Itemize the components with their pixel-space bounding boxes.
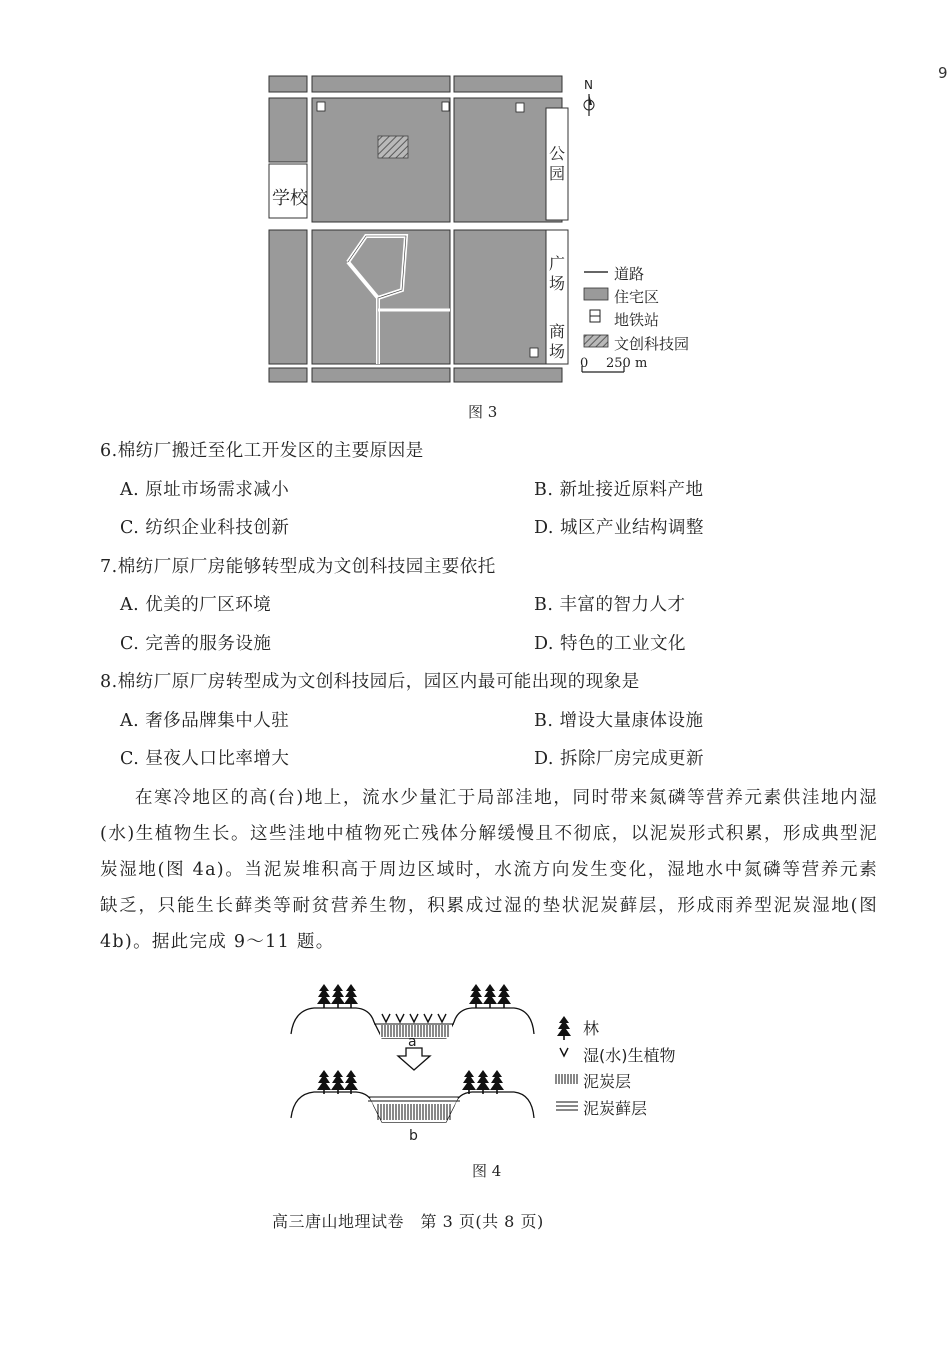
- legend-residential: 住宅区: [614, 288, 660, 306]
- figure-4-caption: 图 4: [472, 1162, 502, 1180]
- legend-forest: 林: [583, 1019, 600, 1038]
- question-7-option-b: B. 丰富的智力人才: [534, 595, 686, 615]
- question-8-option-a: A. 奢侈品牌集中人驻: [120, 711, 290, 731]
- question-6-option-b: B. 新址接近原料产地: [534, 480, 704, 500]
- question-6-option-a: A. 原址市场需求减小: [120, 480, 290, 500]
- question-8-stem: 8.棉纺厂原厂房转型成为文创科技园后，园区内最可能出现的现象是: [100, 672, 640, 692]
- question-7-stem: 7.棉纺厂原厂房能够转型成为文创科技园主要依托: [100, 557, 496, 577]
- question-7-option-d: D. 特色的工业文化: [534, 634, 687, 654]
- scale-distance: 250 m: [606, 356, 648, 371]
- north-label: N: [584, 78, 593, 92]
- school-label: 学校: [272, 188, 308, 209]
- residential-block: [269, 230, 307, 364]
- legend-peat: 泥炭层: [583, 1072, 632, 1091]
- legend-road: 道路: [614, 265, 645, 283]
- figure-3-caption: 图 3: [468, 403, 498, 421]
- question-8-option-b: B. 增设大量康体设施: [534, 711, 704, 731]
- legend-wet-plant: 湿(水)生植物: [583, 1046, 676, 1065]
- question-8-option-d: D. 拆除厂房完成更新: [534, 749, 705, 769]
- mall-label: 商场: [549, 322, 566, 361]
- question-6-option-c: C. 纺织企业科技创新: [120, 518, 290, 538]
- figure-4a-label: a: [408, 1034, 417, 1050]
- scale-zero: 0: [580, 356, 589, 371]
- question-6-stem: 6.棉纺厂搬迁至化工开发区的主要原因是: [100, 441, 424, 461]
- legend-creative-park: 文创科技园: [614, 335, 690, 353]
- residential-block: [269, 98, 307, 162]
- question-7-option-c: C. 完善的服务设施: [120, 634, 272, 654]
- legend-peat-moss: 泥炭藓层: [583, 1099, 648, 1118]
- creative-park-block: [378, 136, 408, 158]
- question-7-option-a: A. 优美的厂区环境: [120, 595, 272, 615]
- page-marker: 9: [938, 64, 948, 82]
- page-footer: 高三唐山地理试卷 第 3 页(共 8 页): [272, 1212, 544, 1231]
- legend-metro: 地铁站: [614, 311, 660, 329]
- figure-4b-label: b: [409, 1128, 418, 1144]
- park-label: 公园: [549, 144, 566, 183]
- residential-block: [312, 98, 450, 222]
- square-label: 广场: [549, 254, 566, 293]
- question-6-option-d: D. 城区产业结构调整: [534, 518, 705, 538]
- question-8-option-c: C. 昼夜人口比率增大: [120, 749, 290, 769]
- passage-paragraph: 在寒冷地区的高(台)地上，流水少量汇于局部洼地，同时带来氮磷等营养元素供洼地内湿(水)生植物生长。这些洼地中植物死亡残体分解缓慢且不彻底，以泥炭形式积累，形成典型泥炭湿地(图 4a)。当泥炭堆积高于周边区域时，水流方向发生变化，湿地水中氮磷等营养元素缺乏，只能生长藓类等耐贫营养生物，积累成过湿的垫状泥炭藓层，形成雨养型泥炭湿地(图 4b)。据此完成 9～11 题。: [100, 788, 878, 952]
